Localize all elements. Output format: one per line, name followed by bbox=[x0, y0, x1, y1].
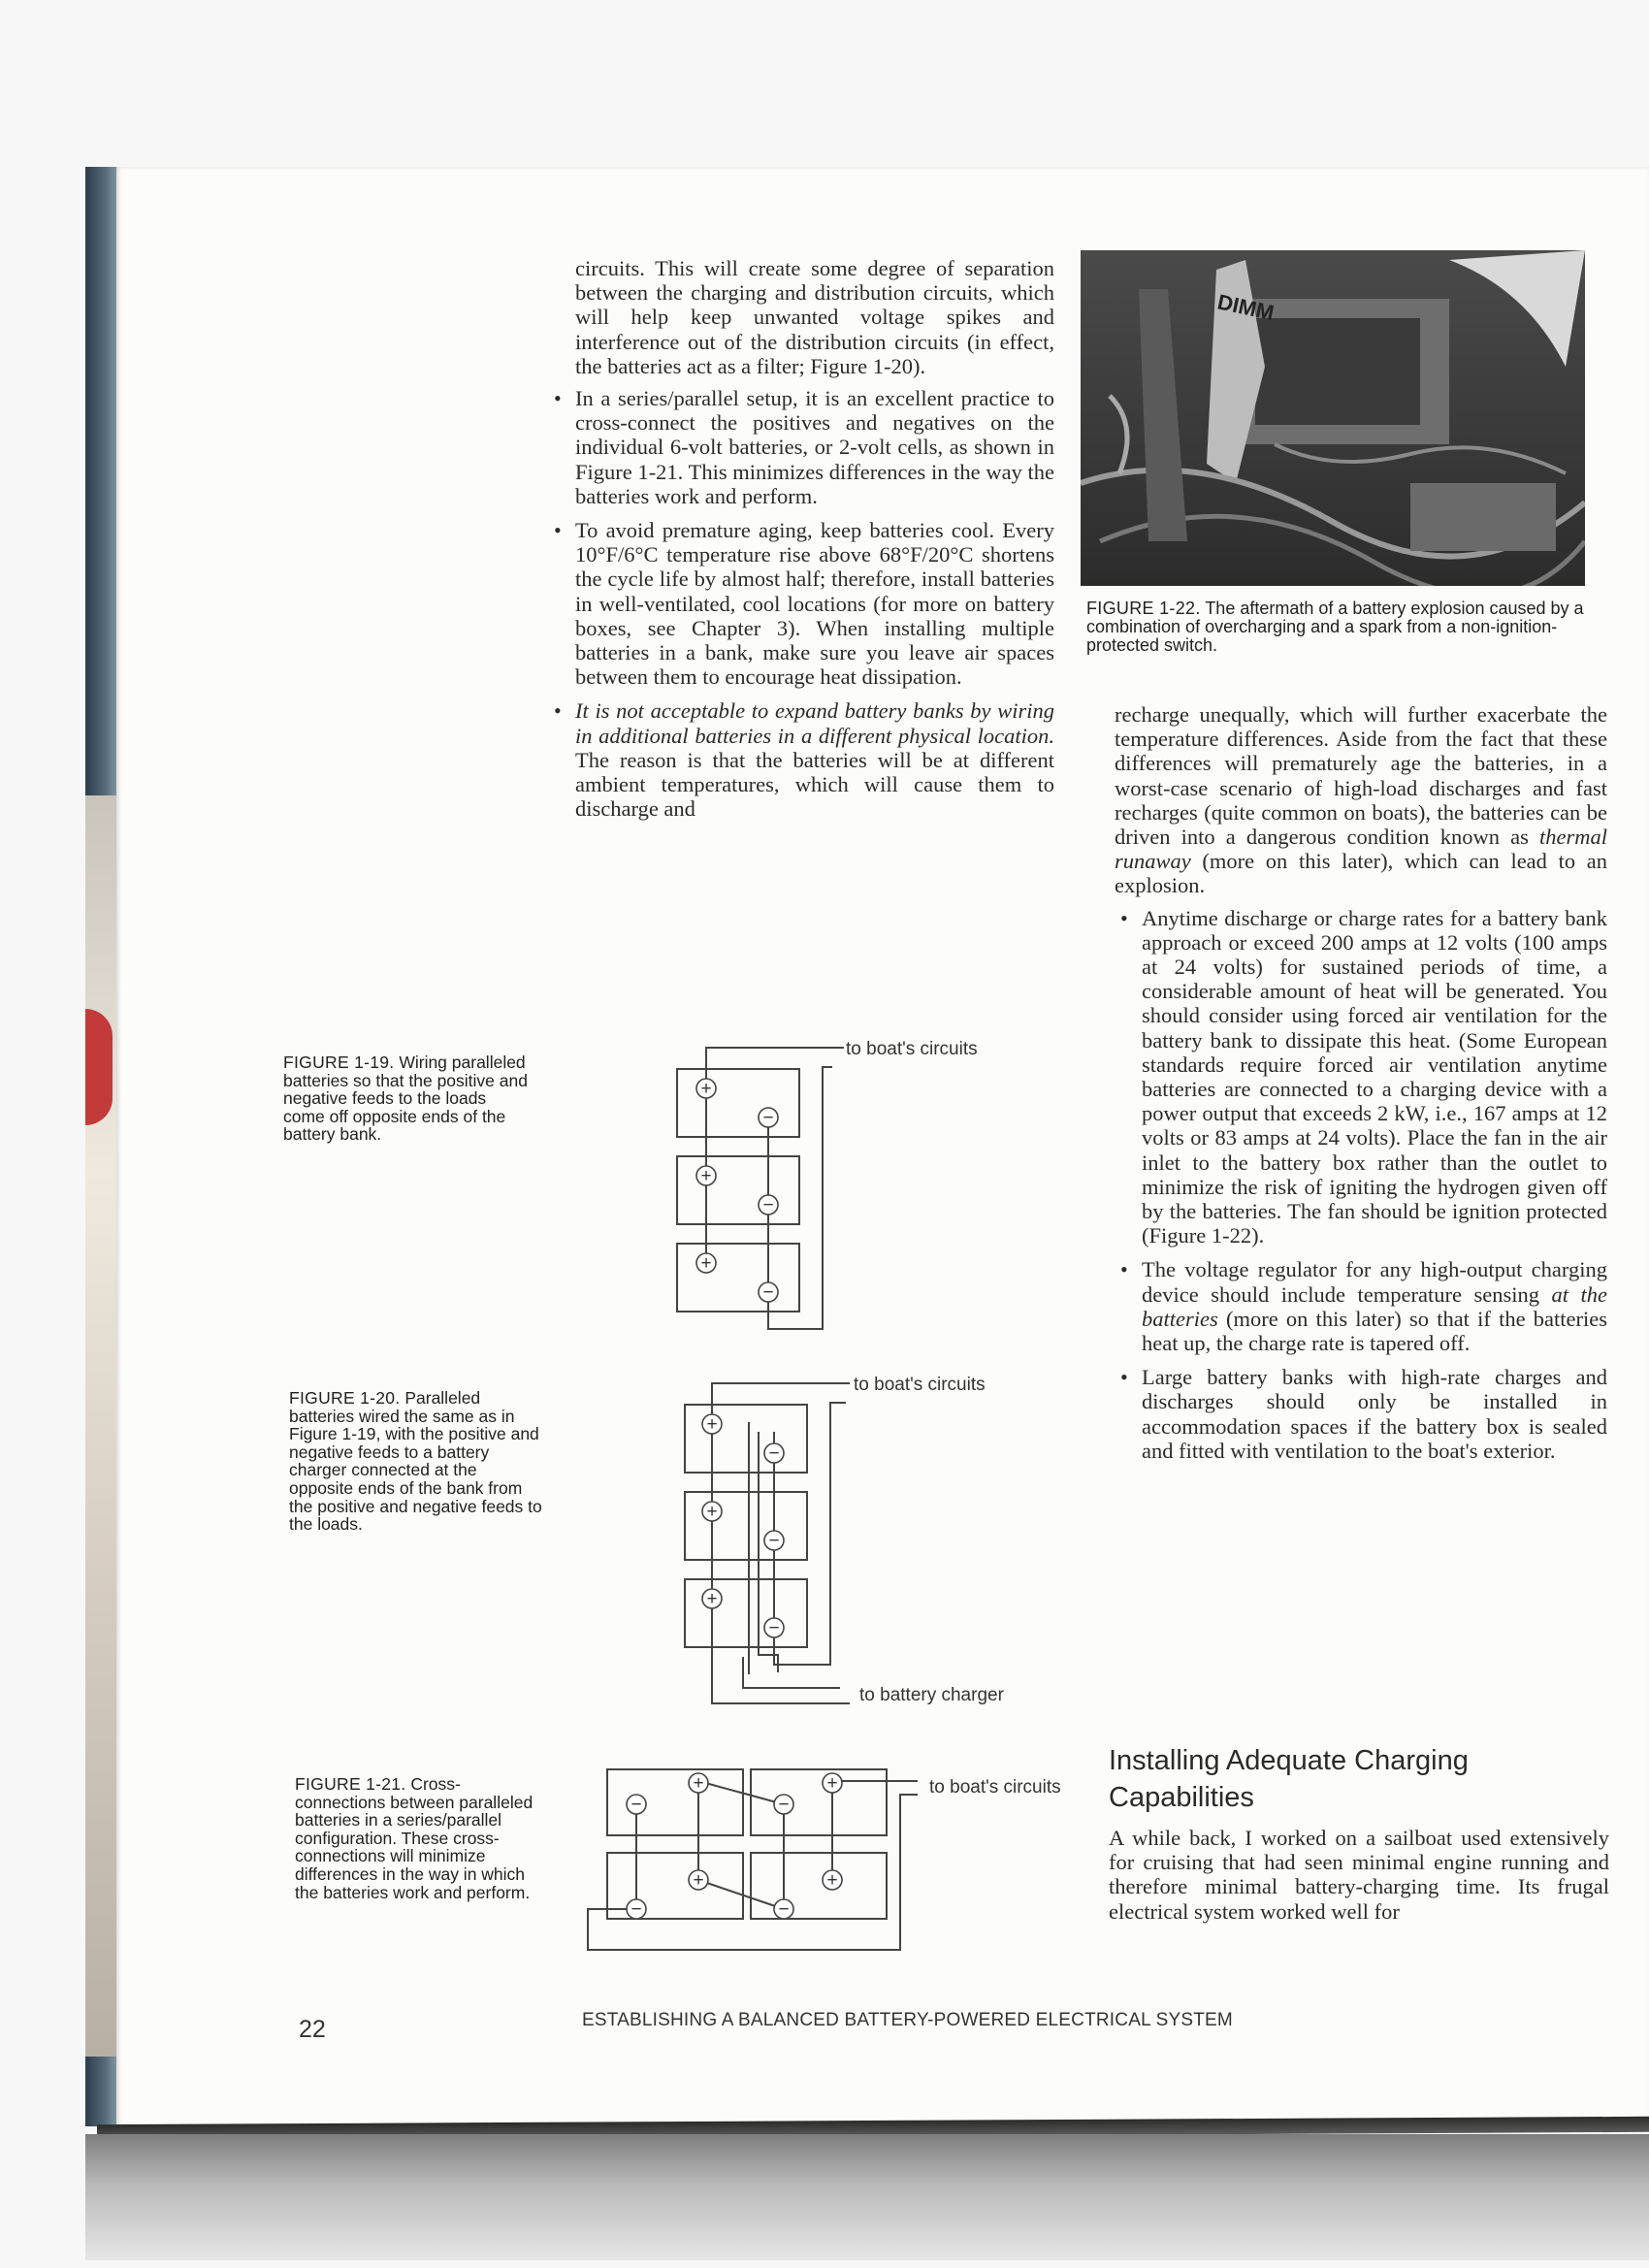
plus-symbol: + bbox=[706, 1502, 718, 1522]
plus-symbol: + bbox=[706, 1414, 718, 1435]
bullet-icon: • bbox=[554, 386, 562, 411]
list-item bbox=[1120, 1365, 1607, 1463]
emphasis-text: thermal runaway bbox=[1115, 825, 1607, 874]
plus-symbol: + bbox=[826, 1870, 838, 1891]
list-item-text: Anytime discharge or charge rates for a battery bank approach or exceed 200 amps at 12 volts (100 amps at 24 volts) for sustained periods of time, a considerable amount of heat will be generated. You should consider using forced air ventilation for the battery bank to dissipate this heat. (Some European standards require forced air ventilation anytime batteries are connected to a charging device with a power output that exceeds 2 kW, i.e., 167 amps at 12 volts or 83 amps at 24 volts). Place the fan in the air inlet to the battery box rather than the outlet to minimize the risk of igniting the hydrogen given off by the batteries. The fan should be ignition protected (Figure 1-22). bbox=[1142, 905, 1607, 1248]
figure-label: FIGURE 1-20. bbox=[289, 1388, 401, 1408]
minus-symbol: − bbox=[630, 1899, 642, 1920]
plus-symbol: + bbox=[826, 1773, 838, 1794]
battery-box bbox=[677, 1069, 799, 1137]
figure-label: FIGURE 1-19. bbox=[283, 1053, 395, 1072]
middle-text-column bbox=[554, 256, 1054, 830]
paragraph bbox=[1115, 702, 1607, 898]
plus-symbol: + bbox=[700, 1079, 712, 1099]
minus-symbol: − bbox=[630, 1795, 642, 1815]
figure-1-21-caption bbox=[295, 1775, 543, 1901]
callout-label: to boat's circuits bbox=[846, 1039, 978, 1059]
list-item bbox=[554, 386, 1054, 508]
minus-symbol: − bbox=[778, 1795, 790, 1815]
minus-symbol: − bbox=[762, 1195, 774, 1215]
battery-box bbox=[685, 1579, 807, 1647]
plus-symbol: + bbox=[693, 1773, 704, 1794]
bullet-icon: • bbox=[1120, 905, 1128, 930]
bullet-list bbox=[554, 386, 1054, 822]
bullet-list bbox=[1115, 906, 1607, 1463]
caption-text: Cross-connections between paralleled batteries in a series/parallel configuration. These cross-connections will minimize differences in the way in which the batteries work and perform. bbox=[295, 1774, 534, 1902]
battery-box bbox=[677, 1156, 799, 1224]
text-run: (more on this later) so that if the batteries heat up, the charge rate is tapered off. bbox=[1142, 1306, 1607, 1356]
callout-label: to boat's circuits bbox=[854, 1375, 986, 1395]
figure-1-20-diagram bbox=[665, 1374, 1073, 1723]
callout-label: to battery charger bbox=[859, 1685, 1004, 1705]
minus-symbol: − bbox=[762, 1108, 774, 1128]
list-item bbox=[554, 518, 1054, 690]
paragraph: A while back, I worked on a sailboat used extensively for cruising that had seen minimal engine running and therefore minimal battery-charging time. Its frugal electrical system worked well for bbox=[1109, 1826, 1609, 1924]
minus-symbol: − bbox=[762, 1282, 774, 1303]
minus-symbol: − bbox=[768, 1443, 780, 1464]
plus-symbol: + bbox=[706, 1589, 718, 1609]
plus-symbol: + bbox=[693, 1870, 704, 1891]
adjacent-page-photo-detail bbox=[85, 1009, 113, 1125]
figure-1-21-diagram bbox=[582, 1764, 1096, 1958]
scanner-shadow bbox=[85, 2134, 1649, 2260]
bullet-icon: • bbox=[1120, 1365, 1128, 1390]
caption-text: Wiring paralleled batteries so that the positive and negative feeds to the loads come off opposite ends of the battery bank. bbox=[283, 1053, 528, 1145]
bullet-icon: • bbox=[554, 518, 562, 543]
list-item bbox=[1120, 1257, 1607, 1356]
bullet-icon: • bbox=[554, 698, 562, 724]
battery-explosion-photo bbox=[1081, 250, 1585, 586]
figure-1-19-diagram bbox=[660, 1038, 1048, 1348]
section-body bbox=[1109, 1826, 1609, 1931]
minus-symbol: − bbox=[778, 1899, 790, 1920]
battery-box bbox=[685, 1492, 807, 1560]
list-item-text: Large battery banks with high-rate charges and discharges should only be installed in accommodation spaces if the battery box is sealed and fitted with ventilation to the boat's exterior. bbox=[1142, 1365, 1607, 1463]
list-item bbox=[554, 698, 1054, 822]
page-number: 22 bbox=[299, 2016, 326, 2043]
emphasis-text: It is not acceptable to expand battery banks by wiring in additional batteries in a different physical location. bbox=[575, 698, 1054, 748]
figure-1-20-caption bbox=[289, 1389, 543, 1534]
callout-label: to boat's circuits bbox=[929, 1777, 1061, 1798]
plus-symbol: + bbox=[700, 1253, 712, 1274]
figure-label: FIGURE 1-21. bbox=[295, 1774, 406, 1794]
caption-text: The aftermath of a battery explosion caused by a combination of overcharging and a spark from a non-ignition-protected switch. bbox=[1086, 599, 1584, 655]
text-run: recharge unequally, which will further exacerbate the temperature differences. Aside from the fact that these differences will prematurely age the batteries, in a worst-case scenario of high-load discharges and fast recharges (quite common on boats), the batteries can be driven into a dangerous condition known as bbox=[1115, 702, 1607, 850]
text-run: The voltage regulator for any high-output charging device should include temperature sensing bbox=[1142, 1257, 1607, 1307]
minus-symbol: − bbox=[768, 1618, 780, 1638]
list-item-text: The reason is that the batteries will be at different ambient temperatures, which will cause them to discharge and bbox=[575, 747, 1054, 822]
battery-box bbox=[751, 1853, 887, 1919]
paragraph: circuits. This will create some degree of separation between the charging and distribution circuits, which will help keep unwanted voltage spikes and interference out of the distribution circuits (in effect, the batteries act as a filter; Figure 1-20). bbox=[575, 256, 1054, 378]
figure-1-22-caption bbox=[1086, 599, 1591, 655]
caption-text: Paralleled batteries wired the same as in Figure 1-19, with the positive and negative feeds to a battery charger connected at the opposite ends of the bank from the positive and negative feeds to the loads. bbox=[289, 1388, 542, 1535]
list-item-text: To avoid premature aging, keep batteries cool. Every 10°F/6°C temperature rise above 68°F/20°C shortens the cycle life by almost half; therefore, install batteries in well-ventilated, cool locations (for more on battery boxes, see Chapter 3). When installing multiple batteries in a bank, make sure you leave air spaces between them to encourage heat dissipation. bbox=[575, 518, 1054, 690]
battery-box bbox=[677, 1244, 799, 1312]
battery-box bbox=[685, 1405, 807, 1473]
figure-label: FIGURE 1-22. bbox=[1086, 599, 1201, 618]
list-item bbox=[1120, 905, 1607, 1248]
right-text-column bbox=[1115, 702, 1607, 1473]
figure-1-19-caption bbox=[283, 1053, 532, 1144]
plus-symbol: + bbox=[700, 1166, 712, 1186]
list-item-text: In a series/parallel setup, it is an excellent practice to cross-connect the positives and negatives on the individual 6-volt batteries, or 2-volt cells, as shown in Figure 1-21. This minimizes differences in the way the batteries work and perform. bbox=[575, 386, 1054, 508]
running-footer: ESTABLISHING A BALANCED BATTERY-POWERED ELECTRICAL SYSTEM bbox=[582, 2010, 1233, 2030]
emphasis-text: at the batteries bbox=[1142, 1281, 1607, 1331]
minus-symbol: − bbox=[768, 1531, 780, 1551]
bullet-icon: • bbox=[1120, 1257, 1128, 1282]
battery-box bbox=[751, 1769, 887, 1835]
photo-label: DIMM bbox=[1214, 289, 1277, 326]
section-heading: Installing Adequate Charging Capabilities bbox=[1109, 1745, 1469, 1813]
text-run: (more on this later), which can lead to an explosion. bbox=[1115, 849, 1607, 898]
